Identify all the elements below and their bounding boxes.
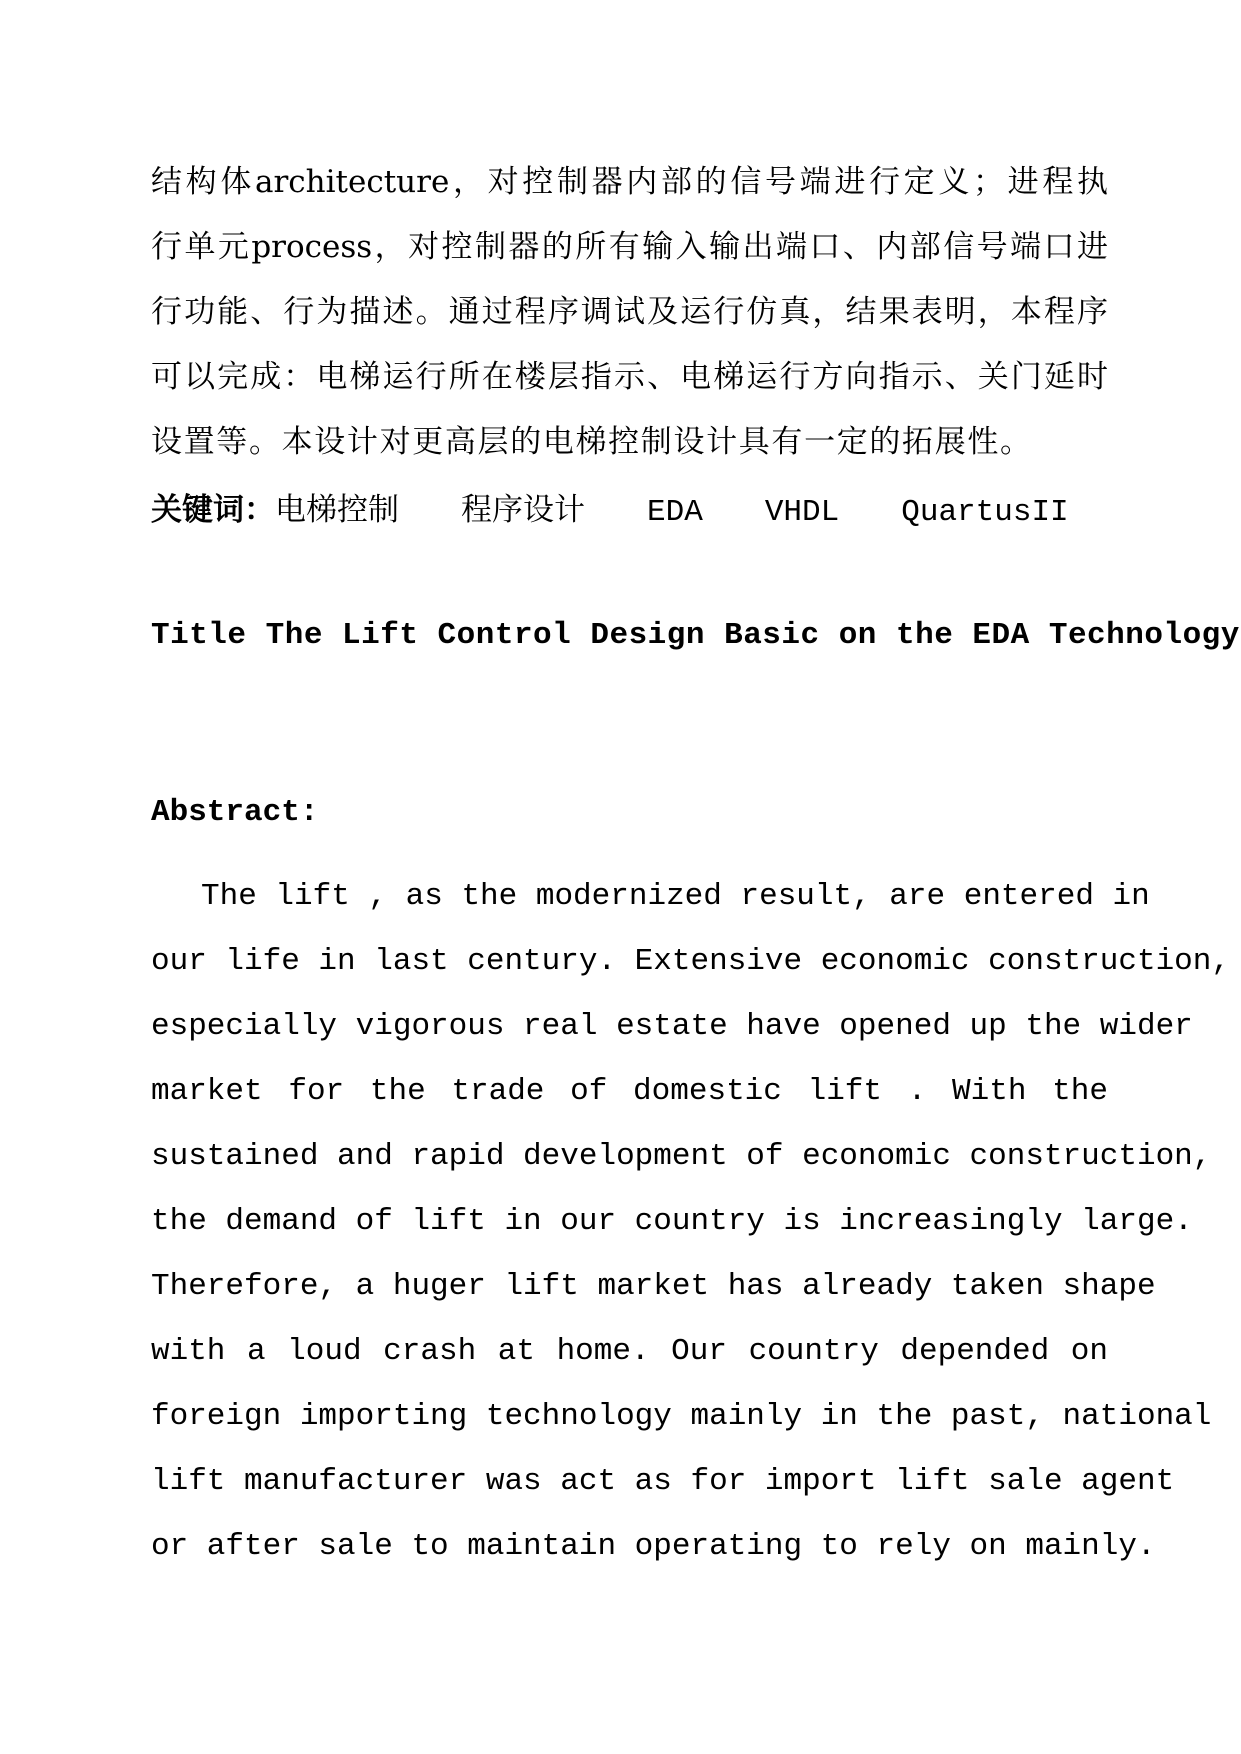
keyword: 电梯控制 — [275, 492, 399, 528]
cn-abstract-line: 设置等。本设计对更高层的电梯控制设计具有一定的拓展性。 — [151, 424, 1031, 460]
abstract-line: The lift , as the modernized result, are entered in — [201, 879, 1150, 914]
keyword: VHDL — [764, 495, 840, 530]
english-title: Title The Lift Control Design Basic on the EDA Technology — [151, 618, 1240, 653]
cn-abstract-line: 行功能、行为描述。通过程序调试及运行仿真，结果表明，本程序 — [151, 294, 1108, 330]
abstract-line: market for the trade of domestic lift . With the — [151, 1074, 1108, 1109]
keywords-label: 关键词： — [151, 492, 275, 528]
abstract-line: Therefore, a huger lift market has already taken shape — [151, 1269, 1156, 1304]
keyword: EDA — [647, 495, 703, 530]
abstract-heading: Abstract: — [151, 795, 319, 830]
abstract-line: or after sale to maintain operating to rely on mainly. — [151, 1529, 1156, 1564]
keywords — [151, 490, 1069, 533]
keyword: 程序设计 — [461, 492, 585, 528]
cn-abstract-line: 结构体architecture，对控制器内部的信号端进行定义；进程执 — [151, 164, 1108, 200]
abstract-line: our life in last century. Extensive economic construction, — [151, 944, 1230, 979]
cn-abstract-line: 行单元process，对控制器的所有输入输出端口、内部信号端口进 — [151, 229, 1108, 265]
keyword: QuartusII — [901, 495, 1069, 530]
abstract-line: the demand of lift in our country is increasingly large. — [151, 1204, 1193, 1239]
abstract-line: especially vigorous real estate have opened up the wider — [151, 1009, 1193, 1044]
cn-abstract-line: 可以完成：电梯运行所在楼层指示、电梯运行方向指示、关门延时 — [151, 359, 1108, 395]
abstract-line: foreign importing technology mainly in the past, national — [151, 1399, 1212, 1434]
abstract-line: sustained and rapid development of economic construction, — [151, 1139, 1212, 1174]
abstract-line: with a loud crash at home. Our country depended on — [151, 1334, 1108, 1369]
abstract-line: lift manufacturer was act as for import lift sale agent — [151, 1464, 1175, 1499]
